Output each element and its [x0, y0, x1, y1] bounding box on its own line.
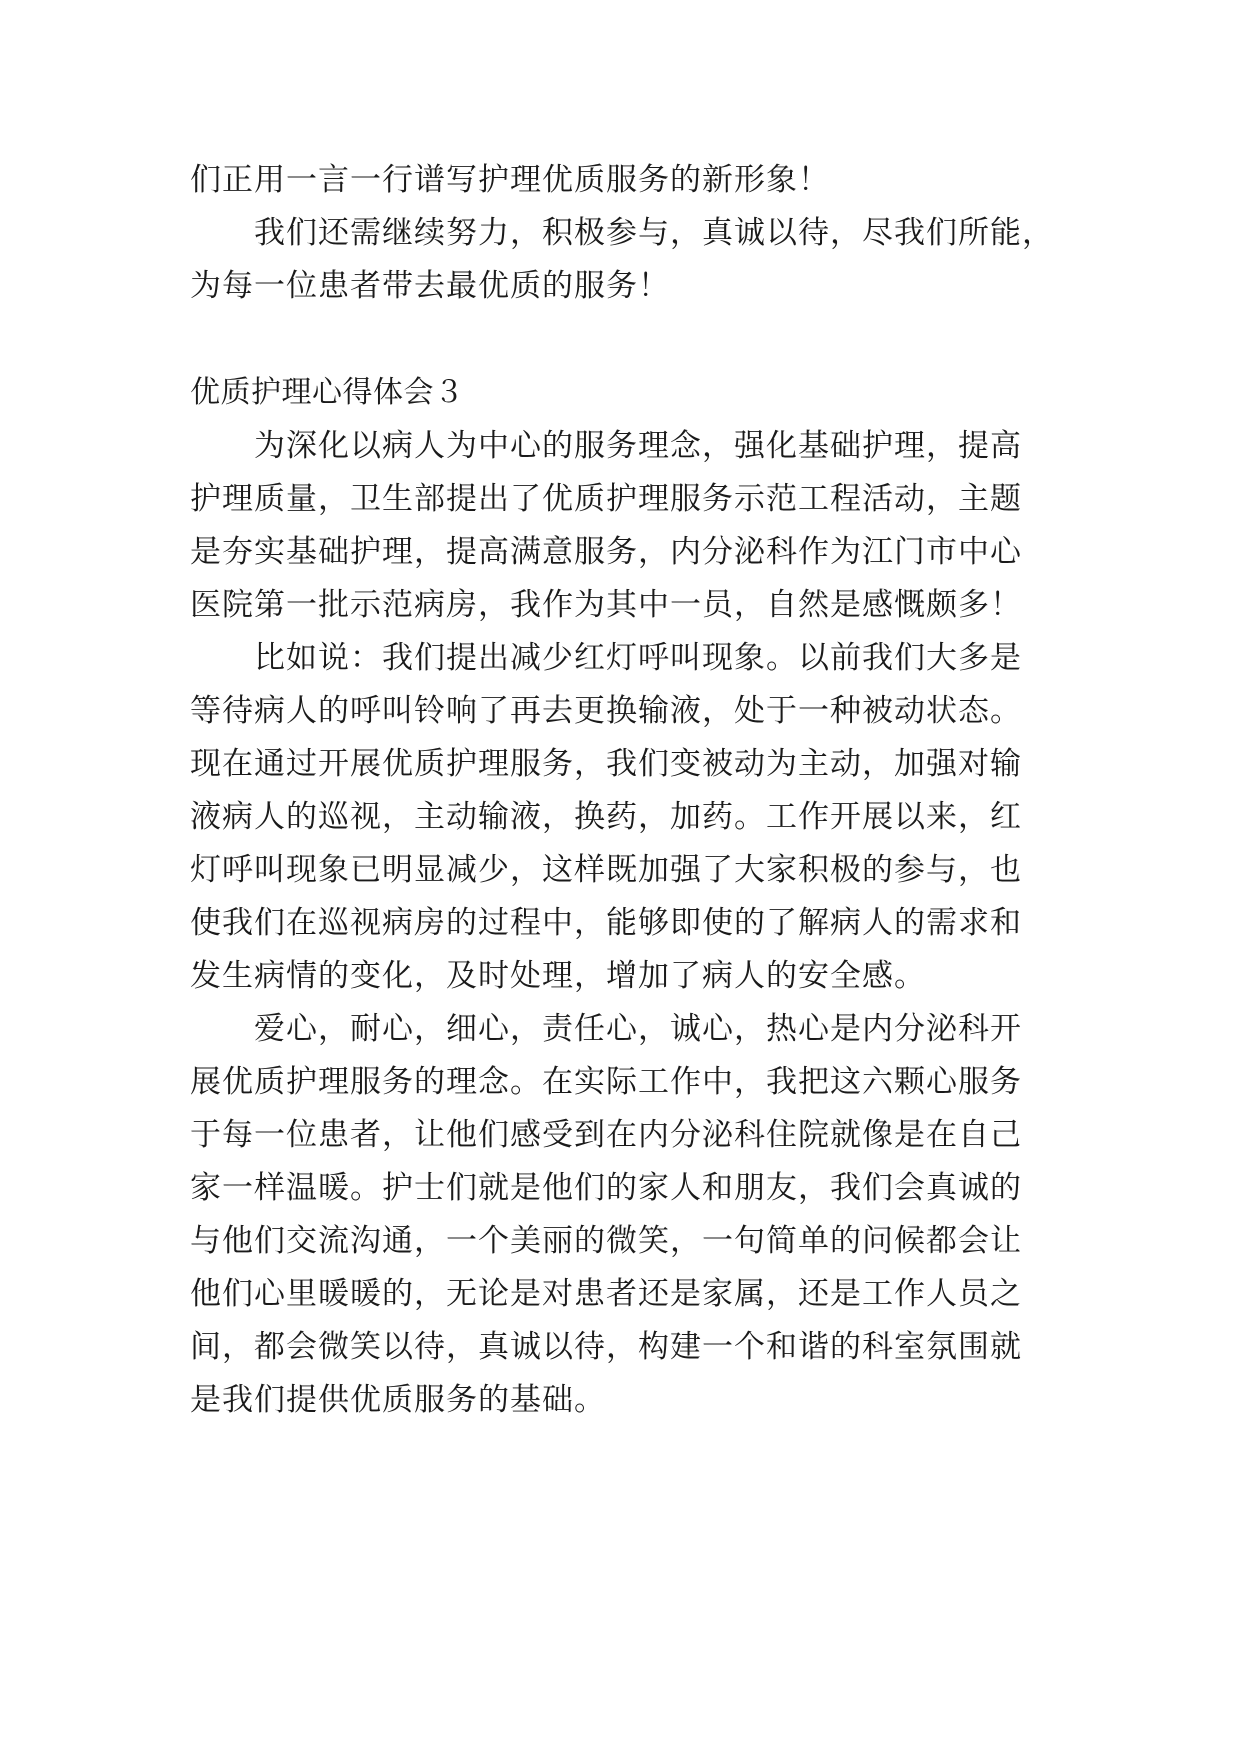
text-line: 护理质量，卫生部提出了优质护理服务示范工程活动，主题	[190, 481, 1022, 517]
text-line: 是夯实基础护理，提高满意服务，内分泌科作为江门市中心	[190, 534, 1022, 570]
text-line: 使我们在巡视病房的过程中，能够即使的了解病人的需求和	[190, 905, 1022, 941]
text-line: 家一样温暖。护士们就是他们的家人和朋友，我们会真诚的	[190, 1170, 1022, 1206]
text-line: 液病人的巡视，主动输液，换药，加药。工作开展以来，红	[190, 799, 1022, 835]
text-line: 爱心，耐心，细心，责任心，诚心，热心是内分泌科开	[254, 1011, 1022, 1047]
text-line: 展优质护理服务的理念。在实际工作中，我把这六颗心服务	[190, 1064, 1022, 1100]
text-line: 间，都会微笑以待，真诚以待，构建一个和谐的科室氛围就	[190, 1329, 1022, 1365]
text-line: 与他们交流沟通，一个美丽的微笑，一句简单的问候都会让	[190, 1223, 1022, 1259]
text-line: 灯呼叫现象已明显减少，这样既加强了大家积极的参与，也	[190, 852, 1022, 888]
section-title: 优质护理心得体会３	[190, 375, 465, 410]
text-line: 他们心里暖暖的，无论是对患者还是家属，还是工作人员之	[190, 1276, 1022, 1312]
text-line: 比如说：我们提出减少红灯呼叫现象。以前我们大多是	[254, 640, 1022, 676]
text-line: 为深化以病人为中心的服务理念，强化基础护理，提高	[254, 428, 1022, 464]
text-line: 医院第一批示范病房，我作为其中一员，自然是感慨颇多！	[190, 587, 1022, 623]
text-line: 等待病人的呼叫铃响了再去更换输液，处于一种被动状态。	[190, 693, 1022, 729]
text-line: 于每一位患者，让他们感受到在内分泌科住院就像是在自己	[190, 1117, 1022, 1153]
text-line: 为每一位患者带去最优质的服务！	[190, 268, 670, 304]
text-line: 发生病情的变化，及时处理，增加了病人的安全感。	[190, 958, 926, 994]
text-line: 我们还需继续努力，积极参与，真诚以待，尽我们所能，	[254, 215, 1054, 251]
text-line: 们正用一言一行谱写护理优质服务的新形象！	[190, 162, 830, 198]
text-line: 是我们提供优质服务的基础。	[190, 1382, 606, 1418]
text-line: 现在通过开展优质护理服务，我们变被动为主动，加强对输	[190, 746, 1022, 782]
